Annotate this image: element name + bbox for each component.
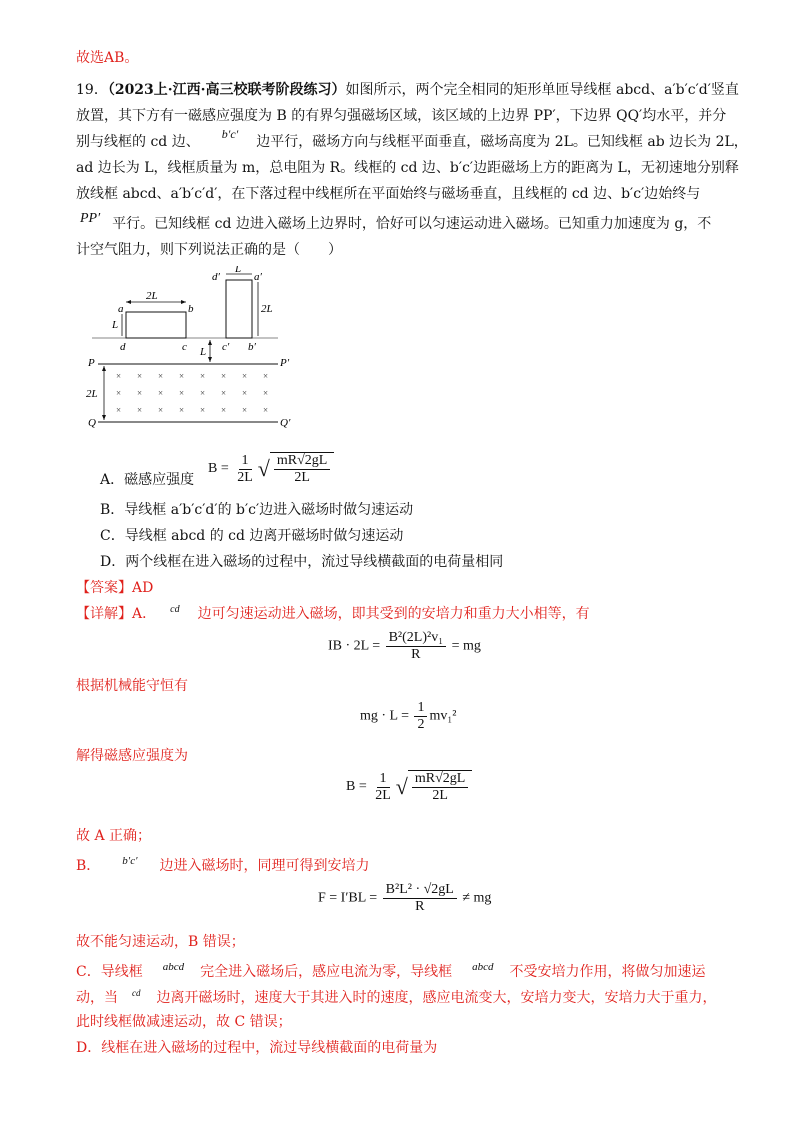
field-cross: × [263,405,269,415]
question-line-3: 别与线框的 cd 边、 b′c′ 边平行，磁场方向与线框平面垂直，磁场高度为 2L。已知线框 ab 边长为 2L， [76,127,748,150]
field-cross: × [137,405,143,415]
previous-conclusion: 故选AB。 [76,50,139,66]
pp-prime-glyph: PP′ [80,211,101,226]
option-D: D．两个线框在进入磁场的过程中，流过导线横截面的电荷量相同 [100,554,504,570]
label-Q: Q [88,417,96,429]
frame-a2b2c2d2 [226,280,252,338]
dim-2L-field: 2L [86,388,98,400]
field-crosses [116,371,268,415]
option-B: B．导线框 a′b′c′d′的 b′c′边进入磁场时做匀速运动 [100,502,414,518]
field-cross: × [179,388,185,398]
equation-2: mg · L = $\frac{1}{2}$ mv₁² [360,700,457,732]
label-a-prime: a′ [254,271,262,283]
label-Q-prime: Q′ [280,417,291,429]
equation-3: B = $\frac{1}{2L}$ √ $\frac{mR√2gL}{2L}$ [346,770,472,804]
dim-2L-right: 2L [261,303,273,315]
field-cross: × [158,388,164,398]
question-number: 19． [76,82,108,98]
frame-abcd [126,312,186,338]
field-cross: × [137,371,143,381]
option-A-formula: B = $\frac{1}{2L}$ √ $\frac{mR√2gL}{2L}$ [208,452,334,486]
field-cross: × [221,371,227,381]
label-c: c [182,341,187,353]
solve-text: 解得磁感应强度为 [76,748,188,764]
label-b: b [188,303,194,315]
dim-L-top2: L [235,266,242,275]
field-cross: × [116,371,122,381]
label-P: P [88,357,95,369]
question-source: （2023上·江西·高三校联考阶段练习） [107,82,346,98]
question-text-1: 如图所示，两个完全相同的矩形单匝导线框 abcd、a′b′c′d′竖直 [345,82,739,98]
field-cross: × [242,405,248,415]
field-cross: × [116,388,122,398]
equation-1: IB · 2L = $\frac{\text{B²(2L)²v₁}}{R}$ = mg [328,630,481,662]
label-b-prime: b′ [248,341,256,353]
field-cross: × [263,371,269,381]
detail-line-C-2: 动，当 $^{cd}$ 边离开磁场时，速度大于其进入时的速度，感应电流变大，安培力变大，安培力大于重力， [76,988,717,1006]
question-line-6: PP′ 平行。已知线框 cd 边进入磁场上边界时，恰好可以匀速运动进入磁场。已知重力加速度为 g，不 [80,211,712,232]
field-cross: × [200,388,206,398]
energy-text: 根据机械能守恒有 [76,678,188,694]
field-cross: × [137,388,143,398]
detail-line-B: B． $^{b'c'}$ 边进入磁场时，同理可得到安培力 [76,855,370,874]
field-cross: × [242,371,248,381]
answer-line [76,578,153,598]
question-line-1 [76,80,739,100]
question-line-7: 计空气阻力，则下列说法正确的是（ ） [76,242,342,258]
label-P-prime: P′ [280,357,290,369]
label-d-prime: d′ [212,271,220,283]
answer-value: AD [132,580,154,596]
question-line-4: ad 边长为 L，线框质量为 m，总电阻为 R。线框的 cd 边、b′c′边距磁场上方的距离为 L，无初速地分别释 [76,160,739,176]
field-cross: × [158,371,164,381]
A-conclusion: 故 A 正确； [76,828,152,844]
field-cross: × [179,405,185,415]
field-cross: × [221,405,227,415]
detail-line-C-1: C．导线框 $^{abcd}$ 完全进入磁场后，感应电流为零，导线框 $^{abcd}$ 不受安培力作用，将做匀加速运 [76,961,706,980]
B-conclusion: 故不能匀速运动，B 错误； [76,934,245,950]
field-cross: × [200,405,206,415]
option-A: A．磁感应强度 [100,472,195,488]
answer-label: 【答案】 [76,580,132,596]
field-cross: × [179,371,185,381]
option-C: C．导线框 abcd 的 cd 边离开磁场时做匀速运动 [100,528,404,544]
dim-L-left: L [112,319,119,331]
equation-4: F = I′BL = $\frac{\text{B²L² · √2gL}}{R}$ ≠ mg [318,882,492,914]
detail-line-D: D．线框在进入磁场的过程中，流过导线横截面的电荷量为 [76,1040,438,1056]
field-cross: × [158,405,164,415]
bc-prime-glyph: b′c′ [221,127,239,141]
label-a: a [118,303,124,315]
dim-L-mid: L [200,346,207,358]
question-line-5: 放线框 abcd、a′b′c′d′，在下落过程中线框所在平面始终与磁场垂直，且线框的 cd 边、b′c′边始终与 [76,186,701,202]
detail-line-A: 【详解】A． $^{cd}$ 边可匀速运动进入磁场，即其受到的安培力和重力大小相等，有 [76,604,590,622]
detail-label: 【详解】 [76,606,132,622]
field-cross: × [116,405,122,415]
detail-line-C-3: 此时线框做减速运动，故 C 错误； [76,1014,292,1030]
field-cross: × [263,388,269,398]
label-d: d [120,341,126,353]
field-cross: × [242,388,248,398]
dim-2L-top: 2L [146,290,158,302]
magnetic-field-diagram [82,266,302,436]
question-line-2: 放置，其下方有一磁感应强度为 B 的有界匀强磁场区域，该区域的上边界 PP′，下边界 QQ′均水平，并分 [76,108,727,124]
field-cross: × [221,388,227,398]
label-c-prime: c′ [222,341,230,353]
field-cross: × [200,371,206,381]
